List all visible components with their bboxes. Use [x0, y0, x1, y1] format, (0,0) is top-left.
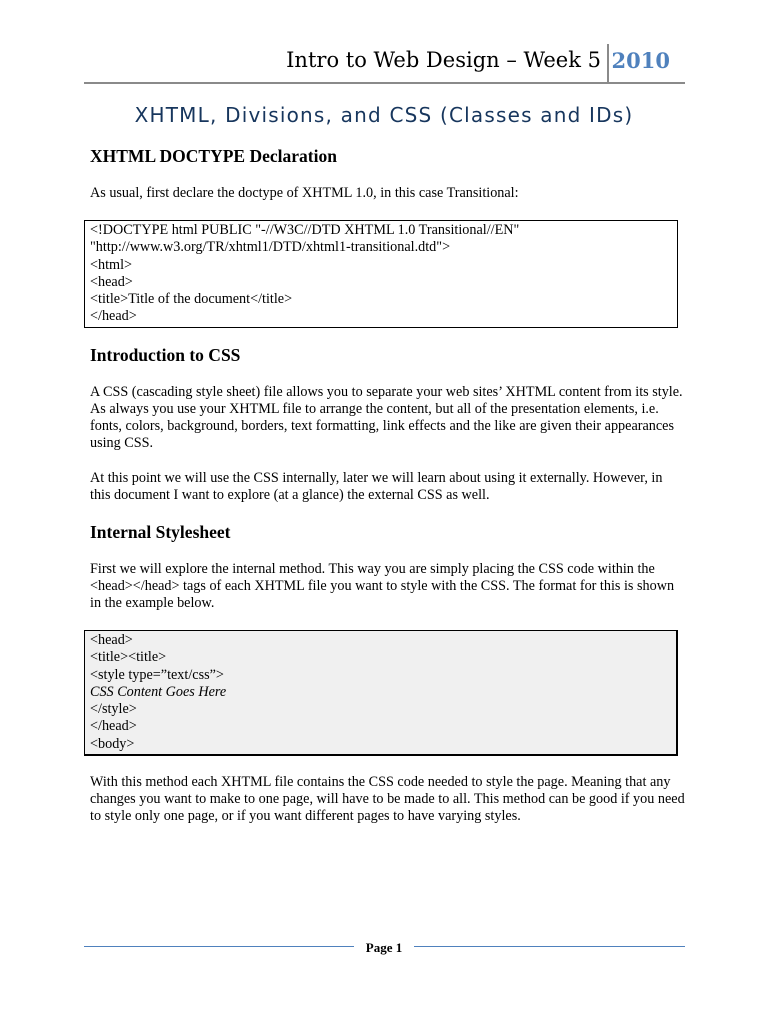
code-line: <!DOCTYPE html PUBLIC "-//W3C//DTD XHTML 1.0 Transitional//EN" — [90, 222, 520, 238]
code-line: </head> — [90, 718, 137, 735]
doctype-paragraph: As usual, first declare the doctype of XHTML 1.0, in this case Transitional: — [90, 185, 519, 201]
footer-rule-right — [414, 946, 685, 947]
code-line: <title>Title of the document</title> — [90, 291, 293, 308]
code-line: CSS Content Goes Here — [90, 683, 227, 700]
section-heading-intro-css: Introduction to CSS — [90, 345, 241, 365]
code-line: <style type=”text/css”> — [90, 666, 224, 683]
section-heading-doctype: XHTML DOCTYPE Declaration — [90, 146, 337, 166]
code-line: "http://www.w3.org/TR/xhtml1/DTD/xhtml1-transitional.dtd"> — [90, 239, 451, 256]
code-line: </head> — [90, 308, 137, 325]
internal-paragraph-2: With this method each XHTML file contains the CSS code needed to style the page. Meaning that any changes you want to make to one page, will have to be made to all. This method can be good if you need to style only one page, or if you want different pages to have varying styles. — [90, 774, 685, 824]
intro-css-paragraph-2: At this point we will use the CSS internally, later we will learn about using it externally. However, in this document I want to explore (at a glance) the external CSS as well. — [90, 470, 663, 503]
header-title: Intro to Web Design – Week 5 — [286, 48, 601, 72]
code-line: <html> — [90, 256, 133, 273]
internal-paragraph-1: First we will explore the internal method. This way you are simply placing the CSS code within the <head></head> tags of each XHTML file you want to style with the CSS. The format for this is shown in the example below. — [90, 561, 675, 611]
intro-css-paragraph-1: A CSS (cascading style sheet) file allows you to separate your web sites’ XHTML content from its style. As always you use your XHTML file to arrange the content, but all of the presentation elements, i.e. fonts, colors, background, borders, text formatting, link effects and the like are given their appearances using CSS. — [90, 384, 683, 451]
page-number: Page 1 — [365, 940, 403, 955]
code-line: <body> — [90, 735, 135, 752]
code-line: <head> — [90, 273, 133, 290]
section-heading-internal: Internal Stylesheet — [90, 522, 231, 542]
footer-rule-left — [84, 946, 354, 947]
doctype-code-block — [84, 220, 678, 328]
page-header — [84, 44, 685, 84]
code-line: <title><title> — [90, 649, 167, 666]
header-separator — [607, 44, 609, 82]
header-year: 2010 — [611, 48, 670, 73]
internal-code-block — [84, 630, 678, 756]
code-line: <head> — [90, 632, 133, 648]
code-line: </style> — [90, 701, 137, 718]
document-title: XHTML, Divisions, and CSS (Classes and IDs) — [134, 103, 634, 127]
